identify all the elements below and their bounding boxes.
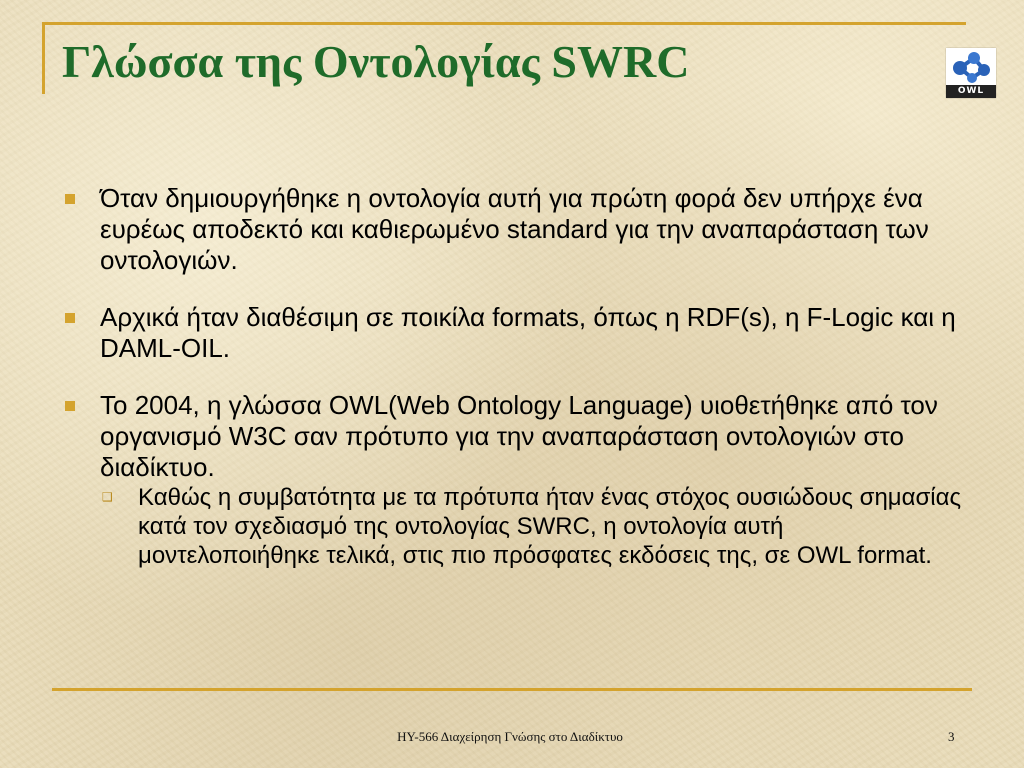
- square-bullet-icon: [65, 194, 75, 204]
- bullet-item-2: [62, 302, 962, 364]
- footer-course-title: ΗΥ-566 Διαχείρηση Γνώσης στο Διαδίκτυο: [397, 729, 623, 744]
- sub-bullet-text: Καθώς η συμβατότητα με τα πρότυπα ήταν ένας στόχος ουσιώδους σημασίας κατά τον σχεδιασμό της οντολογίας SWRC, η οντολογία αυτή μοντελοποιήθηκε τελικά, στις πιο πρόσφατες εκδόσεις της, σε OWL format.: [138, 484, 962, 569]
- bullet-text: Όταν δημιουργήθηκε η οντολογία αυτή για πρώτη φορά δεν υπήρχε ένα ευρέως αποδεκτό και καθιερωμένο standard για την αναπαράσταση των οντολογιών.: [100, 183, 929, 275]
- top-decorative-rule: [42, 22, 966, 25]
- slide-content: [62, 183, 962, 570]
- bullet-text: Το 2004, η γλώσσα OWL(Web Ontology Language) υιοθετήθηκε από τον οργανισμό W3C σαν πρότυπο για την αναπαράσταση οντολογιών στο διαδίκτυο.: [100, 390, 938, 482]
- bullet-item-1: [62, 183, 962, 276]
- owl-logo: [946, 48, 996, 98]
- sub-bullet-item: [100, 483, 962, 570]
- slide-title: Γλώσσα της Οντολογίας SWRC: [62, 36, 690, 87]
- bullet-item-3: [62, 390, 962, 483]
- left-decorative-rule: [42, 22, 45, 94]
- page-number: 3: [948, 729, 955, 744]
- hollow-square-bullet-icon: ❑: [102, 490, 113, 504]
- square-bullet-icon: [65, 313, 75, 323]
- owl-molecule-icon: [946, 48, 996, 85]
- bottom-decorative-rule: [52, 688, 972, 691]
- bullet-text: Αρχικά ήταν διαθέσιμη σε ποικίλα formats, όπως η RDF(s), η F-Logic και η DAML-OIL.: [100, 302, 956, 363]
- owl-logo-label: OWL: [946, 85, 996, 98]
- square-bullet-icon: [65, 401, 75, 411]
